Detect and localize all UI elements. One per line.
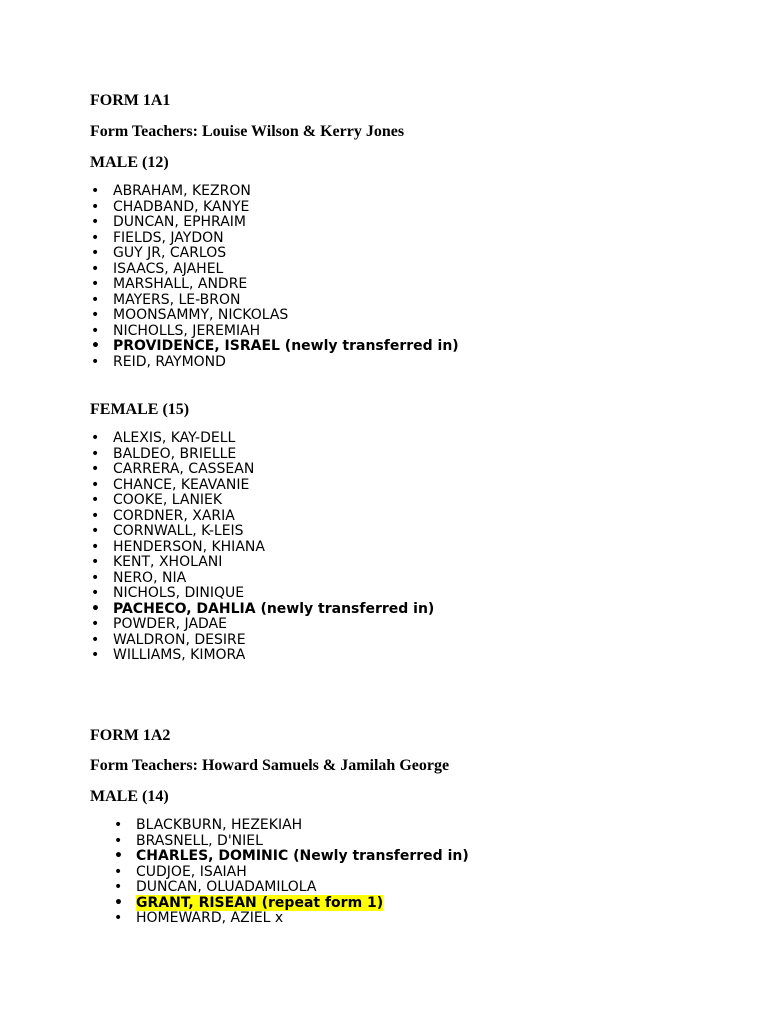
student-name: CORNWALL, K-LEIS	[113, 523, 244, 539]
bullet-icon: •	[91, 430, 100, 446]
list-item-repeat	[114, 894, 469, 912]
list-item	[91, 214, 459, 231]
student-name: BLACKBURN, HEZEKIAH	[136, 817, 303, 833]
bullet-icon: •	[114, 910, 123, 926]
form-teachers: Form Teachers: Louise Wilson & Kerry Jones	[90, 123, 405, 140]
male-list	[91, 183, 459, 370]
list-item-transferred	[91, 600, 435, 618]
student-name: CARRERA, CASSEAN	[113, 461, 255, 477]
student-name: POWDER, JADAE	[113, 616, 227, 632]
list-item	[91, 291, 459, 309]
student-name: CUDJOE, ISAIAH	[136, 863, 247, 880]
bullet-icon: •	[91, 492, 100, 508]
bullet-icon: •	[91, 476, 100, 493]
list-item	[91, 476, 434, 494]
bullet-icon: •	[91, 229, 100, 246]
list-item	[91, 276, 459, 293]
list-item	[91, 445, 434, 463]
list-item	[114, 910, 469, 927]
list-item	[91, 507, 434, 525]
bullet-icon: •	[91, 245, 100, 261]
bullet-icon: •	[114, 832, 123, 849]
male-list	[114, 817, 469, 927]
student-name: FIELDS, JAYDON	[113, 229, 224, 246]
student-name: NICHOLLS, JEREMIAH	[113, 322, 261, 339]
list-item	[91, 245, 459, 262]
student-name: MOONSAMMY, NICKOLAS	[113, 307, 289, 323]
student-name: PROVIDENCE, ISRAEL (newly transferred in)	[113, 338, 459, 354]
student-name: ISAACS, AJAHEL	[113, 260, 224, 277]
female-list	[91, 430, 435, 664]
list-item	[91, 229, 459, 247]
list-item	[91, 647, 434, 664]
student-name: CHADBAND, KANYE	[113, 198, 250, 215]
bullet-icon: •	[91, 260, 100, 277]
student-name: CHARLES, DOMINIC (Newly transferred in)	[136, 848, 469, 864]
list-item	[91, 307, 459, 324]
list-item-transferred	[114, 848, 469, 865]
bullet-icon: •	[114, 863, 123, 880]
bullet-icon: •	[91, 600, 100, 617]
list-item	[91, 569, 434, 587]
bullet-icon: •	[91, 338, 100, 354]
male-heading: MALE (12)	[90, 154, 169, 171]
bullet-icon: •	[91, 569, 100, 586]
student-name: WALDRON, DESIRE	[113, 631, 246, 648]
list-item	[91, 353, 459, 371]
student-name: ALEXIS, KAY-DELL	[113, 430, 236, 446]
bullet-icon: •	[91, 214, 100, 230]
list-item	[114, 817, 469, 834]
list-item	[91, 538, 434, 556]
bullet-icon: •	[91, 183, 100, 199]
list-item	[91, 430, 434, 447]
bullet-icon: •	[91, 538, 100, 555]
bullet-icon: •	[91, 585, 100, 601]
bullet-icon: •	[91, 445, 100, 462]
list-item-transferred	[91, 338, 459, 355]
student-name: PACHECO, DAHLIA (newly transferred in)	[113, 600, 435, 617]
bullet-icon: •	[91, 507, 100, 524]
student-name: DUNCAN, OLUADAMILOLA	[136, 879, 317, 895]
bullet-icon: •	[91, 353, 100, 370]
student-name-highlighted: GRANT, RISEAN (repeat form 1)	[136, 894, 384, 911]
bullet-icon: •	[114, 894, 123, 911]
list-item	[114, 879, 469, 896]
student-name: DUNCAN, EPHRAIM	[113, 214, 246, 230]
male-heading: MALE (14)	[90, 788, 169, 805]
form-title: FORM 1A2	[90, 727, 171, 744]
list-item	[91, 631, 434, 649]
student-name: HENDERSON, KHIANA	[113, 538, 265, 555]
list-item	[91, 523, 434, 540]
student-name: MAYERS, LE-BRON	[113, 291, 241, 308]
bullet-icon: •	[114, 817, 123, 833]
bullet-icon: •	[91, 647, 100, 663]
list-item	[91, 616, 434, 633]
student-name: WILLIAMS, KIMORA	[113, 647, 246, 663]
female-heading: FEMALE (15)	[90, 401, 190, 418]
list-item	[91, 183, 459, 200]
bullet-icon: •	[91, 307, 100, 323]
list-item	[114, 832, 469, 850]
list-item	[91, 554, 434, 571]
list-item	[91, 198, 459, 216]
student-name: KENT, XHOLANI	[113, 554, 223, 570]
student-name: BRASNELL, D'NIEL	[136, 832, 263, 849]
list-item	[114, 863, 469, 881]
student-name: ABRAHAM, KEZRON	[113, 183, 251, 199]
bullet-icon: •	[91, 631, 100, 648]
list-item	[91, 585, 434, 602]
bullet-icon: •	[91, 616, 100, 632]
bullet-icon: •	[91, 198, 100, 215]
student-name: NICHOLS, DINIQUE	[113, 585, 245, 601]
student-name: GUY JR, CARLOS	[113, 245, 227, 261]
student-name: HOMEWARD, AZIEL x	[136, 910, 284, 926]
bullet-icon: •	[114, 848, 123, 864]
student-name: MARSHALL, ANDRE	[113, 276, 248, 292]
bullet-icon: •	[91, 322, 100, 339]
bullet-icon: •	[114, 879, 123, 895]
form-title: FORM 1A1	[90, 92, 171, 109]
student-name: CHANCE, KEAVANIE	[113, 476, 250, 493]
bullet-icon: •	[91, 554, 100, 570]
bullet-icon: •	[91, 291, 100, 308]
student-name: COOKE, LANIEK	[113, 492, 223, 508]
list-item	[91, 461, 434, 478]
list-item	[91, 260, 459, 278]
bullet-icon: •	[91, 276, 100, 292]
student-name: NERO, NIA	[113, 569, 187, 586]
bullet-icon: •	[91, 461, 100, 477]
student-name: BALDEO, BRIELLE	[113, 445, 237, 462]
student-name: CORDNER, XARIA	[113, 507, 235, 524]
student-name: REID, RAYMOND	[113, 353, 226, 370]
form-teachers: Form Teachers: Howard Samuels & Jamilah George	[90, 757, 450, 774]
list-item	[91, 322, 459, 340]
list-item	[91, 492, 434, 509]
bullet-icon: •	[91, 523, 100, 539]
